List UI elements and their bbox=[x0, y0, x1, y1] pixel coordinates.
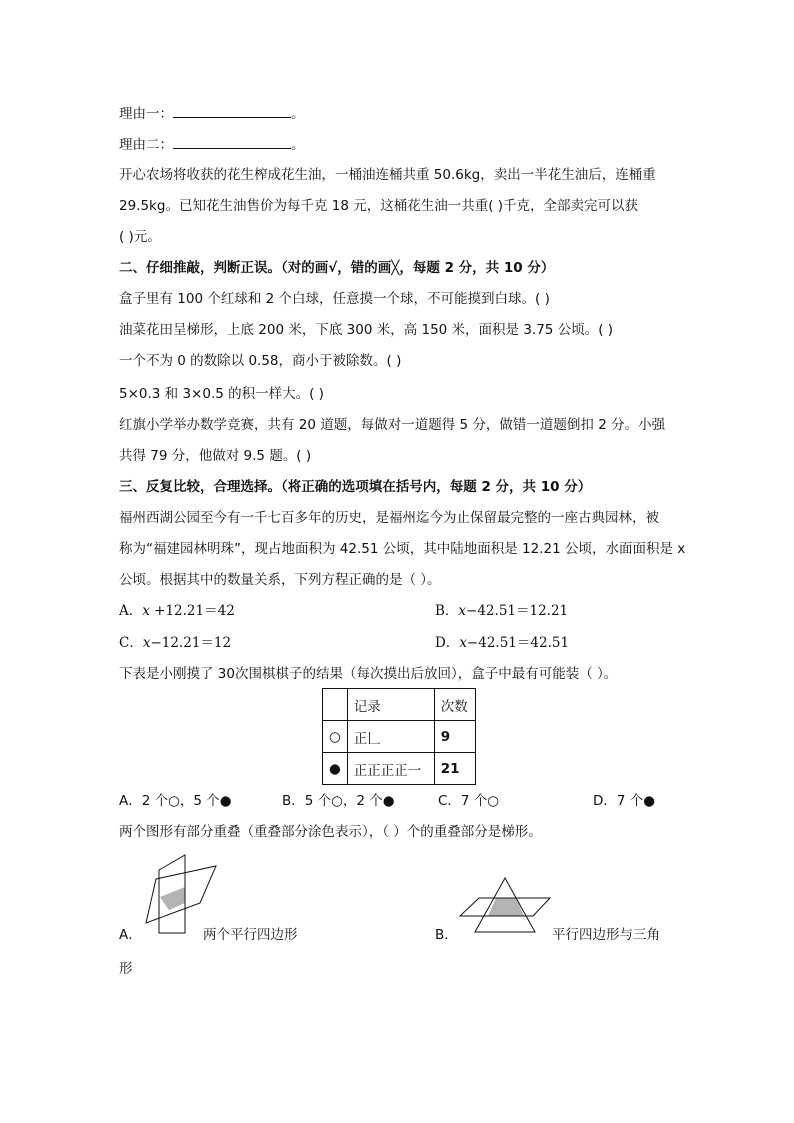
option-d[interactable]: D．7 个● bbox=[593, 793, 656, 809]
section-title: 三、反复比较，合理选择。（将正确的选项填在括号内，每题 2 分，共 10 分） bbox=[119, 479, 592, 495]
option-a[interactable]: A．𝑥 +12.21＝42 bbox=[119, 603, 235, 619]
reason-line-1: 理由一： 。 bbox=[119, 106, 305, 122]
question-text: 两个图形有部分重叠（重叠部分涂色表示），（ ）个的重叠部分是梯形。 bbox=[119, 824, 542, 840]
question-text: 福州西湖公园至今有一千七百多年的历史，是福州迄今为止保留最完整的一座古典园林，被 bbox=[119, 510, 659, 526]
record-table bbox=[322, 688, 476, 785]
option-b-label[interactable]: B． bbox=[435, 927, 458, 943]
black-stone-icon: ● bbox=[323, 753, 348, 785]
count-cell: 9 bbox=[434, 721, 475, 753]
judge-item: 盒子里有 100 个红球和 2 个白球，任意摸一个球，不可能摸到白球。( ) bbox=[119, 291, 550, 307]
answer-blank[interactable] bbox=[173, 135, 291, 149]
table-header-cell: 记录 bbox=[347, 689, 434, 721]
judge-item: 一个不为 0 的数除以 0.58，商小于被除数。( ) bbox=[119, 353, 402, 369]
reason-line-2: 理由二： 。 bbox=[119, 137, 305, 153]
option-b[interactable]: B．5 个○，2 个● bbox=[282, 793, 395, 809]
table-row bbox=[323, 753, 476, 785]
overlap-shaded-region bbox=[488, 898, 524, 916]
option-d[interactable]: D．𝑥−42.51＝42.51 bbox=[435, 635, 570, 651]
overlap-shaded-region bbox=[160, 887, 185, 910]
figure-caption: 平行四边形与三角 bbox=[552, 927, 660, 943]
table-header-cell: 次数 bbox=[434, 689, 475, 721]
question-text: ( )元。 bbox=[119, 229, 161, 245]
figure-two-parallelograms bbox=[140, 854, 220, 934]
figure-caption: 两个平行四边形 bbox=[203, 927, 298, 943]
question-text: 公顷。根据其中的数量关系，下列方程正确的是（ ）。 bbox=[119, 572, 441, 588]
question-text: 29.5kg。已知花生油售价为每千克 18 元，这桶花生油一共重( )千克，全部卖完可以获 bbox=[119, 198, 639, 214]
table-row bbox=[323, 721, 476, 753]
white-stone-icon: ○ bbox=[323, 721, 348, 753]
figure-parallelogram-triangle bbox=[459, 877, 555, 933]
judge-item: 红旗小学举办数学竞赛，共有 20 道题，每做对一道题得 5 分，做错一道题倒扣 2 分。小强 bbox=[119, 417, 666, 433]
option-c[interactable]: C．𝑥−12.21＝12 bbox=[119, 635, 232, 651]
answer-blank[interactable] bbox=[173, 104, 291, 118]
judge-item: 油菜花田呈梯形，上底 200 米，下底 300 米，高 150 米，面积是 3.75 公顷。( ) bbox=[119, 322, 614, 338]
reason-label: 理由二： bbox=[119, 137, 173, 153]
table-header-row bbox=[323, 689, 476, 721]
option-a-label[interactable]: A． bbox=[119, 927, 142, 943]
question-text: 称为“福建园林明珠”，现占地面积为 42.51 公顷，其中陆地面积是 12.21 公顷，水面面积是 x bbox=[119, 541, 686, 557]
option-a[interactable]: A．2 个○，5 个● bbox=[119, 793, 232, 809]
option-b[interactable]: B．𝑥−42.51＝12.21 bbox=[435, 603, 569, 619]
question-text: 开心农场将收获的花生榨成花生油，一桶油连桶共重 50.6kg，卖出一半花生油后，连桶重 bbox=[119, 167, 656, 183]
judge-item: 5×0.3 和 3×0.5 的积一样大。( ) bbox=[119, 386, 324, 402]
count-cell: 21 bbox=[434, 753, 475, 785]
section-title: 二、仔细推敲，判断正误。（对的画√，错的画╳，每题 2 分，共 10 分） bbox=[119, 260, 555, 276]
tally-cell: 正正正正一 bbox=[347, 753, 434, 785]
figure-caption: 形 bbox=[119, 961, 133, 977]
judge-item: 共得 79 分，他做对 9.5 题。( ) bbox=[119, 448, 312, 464]
table-cell bbox=[323, 689, 348, 721]
option-c[interactable]: C．7 个○ bbox=[438, 793, 500, 809]
question-text: 下表是小刚摸了 30次围棋棋子的结果（每次摸出后放回），盒子中最有可能装（ ）。 bbox=[119, 666, 618, 682]
reason-label: 理由一： bbox=[119, 106, 173, 122]
tally-cell: 正𠃊 bbox=[347, 721, 434, 753]
